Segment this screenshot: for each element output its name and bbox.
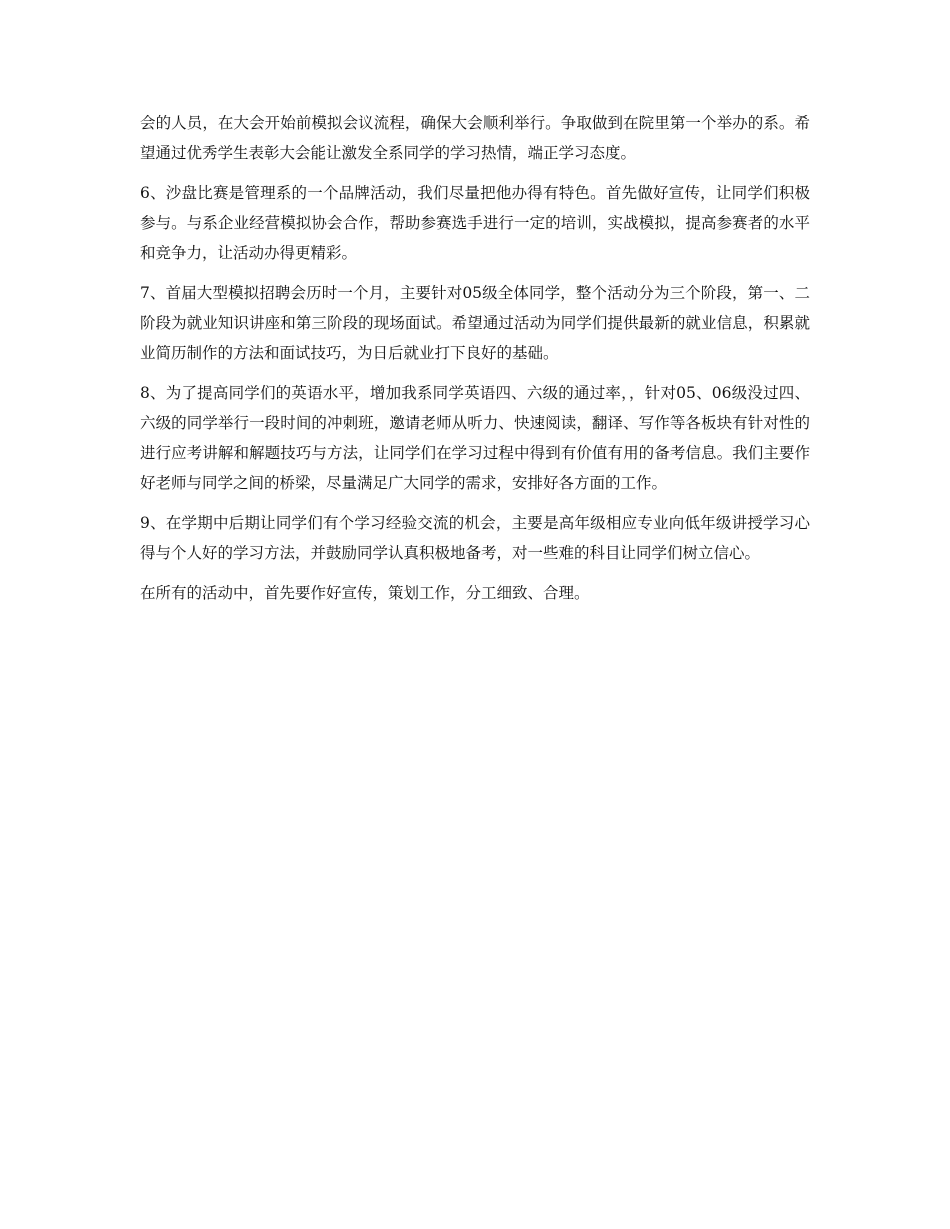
paragraph-continuation: 会的人员，在大会开始前模拟会议流程，确保大会顺利举行。争取做到在院里第一个举办的系。希望通过优秀学生表彰大会能让激发全系同学的学习热情，端正学习态度。: [140, 114, 810, 162]
document-body: [140, 108, 810, 618]
paragraph-item-6: 6、沙盘比赛是管理系的一个品牌活动，我们尽量把他办得有特色。首先做好宣传，让同学们积极参与。与系企业经营模拟协会合作，帮助参赛选手进行一定的培训，实战模拟，提高参赛者的水平和竞争力，让活动办得更精彩。: [140, 184, 810, 262]
paragraph-item-7: 7、首届大型模拟招聘会历时一个月，主要针对05级全体同学，整个活动分为三个阶段，第一、二阶段为就业知识讲座和第三阶段的现场面试。希望通过活动为同学们提供最新的就业信息，积累就业简历制作的方法和面试技巧，为日后就业打下良好的基础。: [140, 284, 810, 362]
paragraph-item-8: 8、为了提高同学们的英语水平，增加我系同学英语四、六级的通过率，，针对05、06级没过四、六级的同学举行一段时间的冲刺班，邀请老师从听力、快速阅读，翻译、写作等各板块有针对性的进行应考讲解和解题技巧与方法，让同学们在学习过程中得到有价值有用的备考信息。我们主要作好老师与同学之间的桥梁，尽量满足广大同学的需求，安排好各方面的工作。: [140, 384, 810, 492]
paragraph-item-9: 9、在学期中后期让同学们有个学习经验交流的机会，主要是高年级相应专业向低年级讲授学习心得与个人好的学习方法，并鼓励同学认真积极地备考，对一些难的科目让同学们树立信心。: [140, 514, 810, 562]
paragraph-conclusion: 在所有的活动中，首先要作好宣传，策划工作，分工细致、合理。: [140, 584, 590, 602]
